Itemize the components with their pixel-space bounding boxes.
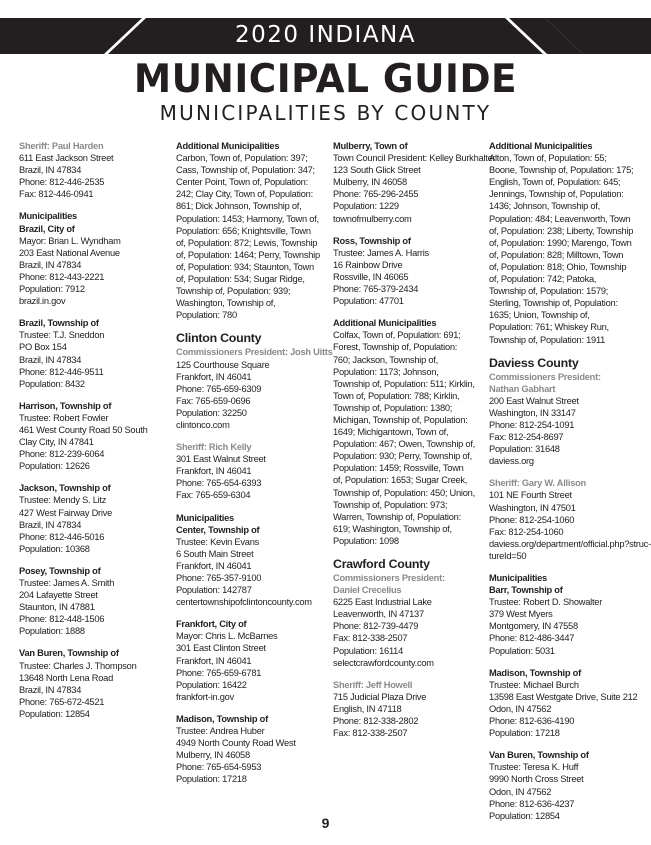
sheriff-block: [19, 140, 159, 200]
text-line: 427 West Fairway Drive: [19, 507, 113, 518]
text-line: Phone: 812-448-1506: [19, 614, 105, 625]
municipality-entry: [19, 317, 159, 390]
text-line: Phone: 812-636-4190: [489, 716, 575, 727]
additional-municipalities: [489, 140, 635, 346]
section-header: Municipalities: [19, 211, 77, 222]
additional-list: Alton, Town of, Population: 55; Boone, Township of, Population: 175; English, Town of, Population: 645; Jennings, Township of, Population: 1436; Johnson, Township of, Population: 484; Leavenworth, Town of, Population: 238; Liberty, Township of, Population: 1990; Marengo, Town of, Population: 828; Milltown, Town of, Population: 818; Ohio, Township of, Population: 742; Patoka, Township of, Population: 1579; Sterling, Township of, Population: 1635; Union, Township of, Population: 761; Whiskey Run, Township of, Population: 1911: [489, 153, 634, 345]
municipality-name: Brazil, City of: [19, 223, 75, 234]
commissioners-president: Commissioners President:: [489, 371, 601, 382]
text-line: Frankfort, IN 46041: [176, 466, 252, 477]
commissioners-president: Commissioners President: Josh Uitts: [176, 347, 333, 358]
municipality-name: Madison, Township of: [176, 713, 268, 724]
text-line: 611 East Jackson Street: [19, 153, 114, 164]
text-line: Phone: 812-239-6064: [19, 449, 105, 460]
text-line: Odon, IN 47562: [489, 703, 552, 714]
text-line: Population: 12626: [19, 461, 90, 472]
banner-text: 2020 INDIANA: [235, 22, 416, 48]
text-line: Trustee: Andrea Huber: [176, 726, 265, 737]
county-block: [176, 331, 333, 431]
text-line: Fax: 812-254-8697: [489, 432, 564, 443]
municipality-entry: [176, 618, 320, 703]
text-line: Fax: 812-254-1060: [489, 526, 564, 537]
text-line: Population: 12854: [19, 708, 90, 719]
text-line: Population: 32250: [176, 407, 247, 418]
municipality-name: Brazil, Township of: [19, 318, 99, 329]
text-line: Fax: 765-659-6304: [176, 490, 251, 501]
text-line: Population: 16114: [333, 645, 404, 656]
section-header: Additional Municipalities: [333, 318, 437, 329]
text-line: Rossville, IN 46065: [333, 271, 409, 282]
text-line: 101 NE Fourth Street: [489, 490, 572, 501]
text-line: Phone: 765-357-9100: [176, 573, 262, 583]
county-name: Crawford County: [333, 557, 430, 571]
header-banner: [0, 18, 651, 54]
municipality-name: Frankfort, City of: [176, 619, 247, 630]
municipality-entry: [489, 667, 638, 740]
municipality-name: Barr, Township of: [489, 585, 563, 596]
text-line: 6 South Main Street: [176, 548, 254, 559]
text-line: 715 Judicial Plaza Drive: [333, 691, 427, 702]
text-line: Clay City, IN 47841: [19, 437, 94, 448]
additional-municipalities: [333, 317, 475, 547]
text-line: Phone: 812-486-3447: [489, 633, 575, 644]
text-line: Phone: 765-296-2455: [333, 189, 419, 200]
text-line: Brazil, IN 47834: [19, 165, 82, 176]
sheriff-label: Sheriff: Jeff Howell: [333, 679, 413, 690]
text-line: 204 Lafayette Street: [19, 590, 98, 601]
text-line: 200 East Walnut Street: [489, 395, 579, 406]
text-line: Phone: 812-443-2221: [19, 271, 105, 282]
municipality-entry: [176, 512, 320, 609]
column-1: [19, 140, 159, 730]
commissioners-president-name: Daniel Crecelius: [333, 585, 402, 596]
municipality-name: Van Buren, Township of: [489, 750, 589, 761]
text-line: Population: 5031: [489, 645, 555, 656]
text-line: Staunton, IN 47881: [19, 602, 95, 613]
sheriff-block: [489, 477, 651, 562]
municipality-entry: [333, 140, 496, 225]
text-line: Trustee: Charles J. Thompson: [19, 660, 137, 671]
text-line: PO Box 154: [19, 342, 67, 353]
text-line: 461 West County Road 50 South: [19, 424, 148, 435]
text-line: Trustee: T.J. Sneddon: [19, 330, 105, 341]
text-line: Fax: 812-446-0941: [19, 189, 94, 200]
text-line: 123 South Glick Street: [333, 165, 421, 176]
section-header: Municipalities: [489, 573, 547, 583]
column-2: [176, 140, 333, 796]
text-line: Phone: 812-636-4237: [489, 798, 575, 809]
text-line: Population: 17218: [489, 728, 560, 739]
text-line: English, IN 47118: [333, 703, 402, 714]
page-number: 9: [321, 815, 330, 831]
text-line: Frankfort, IN 46041: [176, 560, 252, 571]
text-line: Brazil, IN 47834: [19, 259, 82, 270]
commissioners-president: Commissioners President:: [333, 573, 445, 583]
website-link[interactable]: centertownshipofclintoncounty.com: [176, 597, 312, 608]
text-line: Trustee: Michael Burch: [489, 679, 579, 690]
text-line: Trustee: James A. Harris: [333, 247, 429, 258]
sheriff-label: Sheriff: Rich Kelly: [176, 442, 252, 453]
text-line: Population: 31648: [489, 444, 560, 455]
municipality-entry: [19, 482, 159, 555]
text-line: Trustee: Robert Fowler: [19, 412, 109, 423]
municipality-name: Van Buren, Township of: [19, 648, 119, 659]
municipality-name: Ross, Township of: [333, 235, 411, 246]
text-line: Population: 142787: [176, 585, 252, 596]
county-block: [333, 557, 475, 669]
text-line: Fax: 765-659-0696: [176, 395, 251, 406]
website-link[interactable]: daviess.org/department/official.php?struc-: [489, 538, 651, 549]
municipality-name: Jackson, Township of: [19, 483, 111, 494]
text-line: 4949 North County Road West: [176, 738, 296, 749]
text-line: Frankfort, IN 46041: [176, 371, 252, 382]
county-block: [489, 356, 635, 468]
text-line: Washington, IN 33147: [489, 407, 576, 418]
text-line: Population: 8432: [19, 378, 85, 389]
text-line: Trustee: James A. Smith: [19, 578, 115, 588]
municipality-entry: [19, 565, 159, 638]
text-line: Population: 47701: [333, 296, 404, 307]
text-line: Phone: 765-659-6309: [176, 383, 262, 394]
text-line: Trustee: Mendy S. Litz: [19, 495, 107, 506]
text-line: Washington, IN 47501: [489, 502, 576, 513]
text-line: Odon, IN 47562: [489, 786, 552, 797]
website-link[interactable]: clintonco.com: [176, 419, 230, 430]
text-line: Phone: 812-739-4479: [333, 621, 419, 632]
municipality-entry: [19, 647, 159, 720]
sheriff-block: [333, 679, 475, 739]
text-line: Mulberry, IN 46058: [333, 177, 407, 188]
text-line: 9990 North Cross Street: [489, 774, 584, 785]
sheriff-label: Sheriff: Gary W. Allison: [489, 478, 586, 489]
municipality-entry: [333, 235, 475, 308]
text-line: Fax: 812-338-2507: [333, 633, 408, 644]
text-line: Frankfort, IN 46041: [176, 655, 252, 666]
county-name: Daviess County: [489, 355, 579, 370]
text-line: Trustee: Robert D. Showalter: [489, 597, 603, 608]
text-line: Population: 10368: [19, 543, 90, 554]
text-line: Town Council President: Kelley Burkhalter: [333, 153, 496, 164]
municipality-name: Posey, Township of: [19, 565, 101, 576]
website-link[interactable]: daviess.org: [489, 456, 534, 467]
text-line: Phone: 765-672-4521: [19, 696, 105, 707]
page-title: MUNICIPAL GUIDE: [133, 57, 518, 102]
text-line: 125 Courthouse Square: [176, 359, 270, 370]
section-header: Municipalities: [176, 512, 234, 523]
text-line: Phone: 812-446-9511: [19, 366, 104, 377]
municipality-entry: [176, 713, 320, 786]
text-line: Phone: 765-654-6393: [176, 478, 262, 489]
text-line: Phone: 812-446-5016: [19, 531, 105, 542]
commissioners-president-name: Nathan Gabhart: [489, 383, 556, 394]
municipality-entry: [19, 210, 159, 307]
text-line: Population: 12854: [489, 810, 560, 821]
text-line: Population: 16422: [176, 679, 247, 690]
text-line: 301 East Walnut Street: [176, 454, 266, 465]
text-line: Trustee: Teresa K. Huff: [489, 762, 579, 773]
website-link[interactable]: frankfort-in.gov: [176, 691, 235, 702]
text-line: Mayor: Chris L. McBarnes: [176, 631, 278, 642]
text-line: Fax: 812-338-2507: [333, 728, 408, 739]
county-name: Clinton County: [176, 331, 262, 346]
municipality-entry: [489, 749, 635, 822]
text-line: Mayor: Brian L. Wyndham: [19, 235, 121, 246]
sheriff-block: [176, 441, 320, 501]
section-header: Additional Municipalities: [176, 141, 280, 151]
municipality-entry: [489, 572, 635, 657]
text-line: Brazil, IN 47834: [19, 684, 82, 695]
text-line: Population: 17218: [176, 774, 247, 785]
municipality-name: Center, Township of: [176, 524, 260, 535]
text-line: 6225 East Industrial Lake: [333, 597, 432, 608]
website-link[interactable]: brazil.in.gov: [19, 296, 66, 307]
text-line: 203 East National Avenue: [19, 247, 120, 258]
page-subtitle: MUNICIPALITIES BY COUNTY: [159, 101, 492, 125]
municipality-entry: [19, 400, 159, 473]
column-3: [333, 140, 496, 749]
column-4: [489, 140, 651, 832]
sheriff-label: Sheriff: Paul Harden: [19, 141, 104, 151]
text-line: Montgomery, IN 47558: [489, 621, 578, 632]
text-line: Mulberry, IN 46058: [176, 750, 250, 761]
website-link-cont[interactable]: tureId=50: [489, 550, 527, 561]
text-line: Population: 1888: [19, 626, 85, 637]
text-line: 301 East Clinton Street: [176, 643, 266, 654]
text-line: Phone: 812-446-2535: [19, 177, 105, 188]
text-line: Phone: 812-338-2802: [333, 716, 419, 727]
text-line: Brazil, IN 47834: [19, 519, 82, 530]
text-line: Phone: 812-254-1091: [489, 419, 575, 430]
text-line: Phone: 765-659-6781: [176, 667, 262, 678]
municipality-name: Madison, Township of: [489, 667, 581, 678]
text-line: Population: 1229: [333, 201, 399, 212]
municipality-name: Mulberry, Town of: [333, 141, 408, 151]
additional-list: Colfax, Town of, Population: 691; Forest, Township of, Population: 760; Jackson, Township of, Population: 1173; Johnson, Township of, Population: 511; Kirklin, Town of, Population: 788; Kirklin, Township of, Population: 1380; Michigan, Township of, Population: 1649; Michigantown, Town of, Population: 467; Owen, Township of, Population: 930; Perry, Township of, Population: 1459; Rossville, Town of, Population: 1653; Sugar Creek, Township of, Population: 450; Union, Township of, Population: 973; Warren, Township of, Population: 619; Washington, Township of, Population: 1098: [333, 330, 475, 546]
text-line: Leavenworth, IN 47137: [333, 609, 424, 620]
text-line: 379 West Myers: [489, 609, 553, 620]
text-line: 13648 North Lena Road: [19, 672, 113, 683]
additional-list: Carbon, Town of, Population: 397; Cass, Township of, Population: 347; Center Point, Town of, Population: 242; Clay City, Town of, Population: 861; Dick Johnson, Township of, Population: 1453; Harmony, Town of, Population: 656; Knightsville, Town of, Population: 872; Lewis, Township of, Population: 1464; Perry, Township of, Population: 934; Staunton, Town of, Population: 534; Sugar Ridge, Township of, Population: 939; Washington, Township of, Population: 780: [176, 153, 320, 321]
text-line: Population: 7912: [19, 284, 85, 295]
website-link[interactable]: townofmulberry.com: [333, 213, 412, 224]
additional-municipalities: [176, 140, 320, 321]
text-line: Phone: 812-254-1060: [489, 514, 575, 525]
text-line: Brazil, IN 47834: [19, 354, 82, 365]
text-line: Phone: 765-379-2434: [333, 284, 419, 295]
text-line: 16 Rainbow Drive: [333, 259, 403, 270]
municipality-name: Harrison, Township of: [19, 400, 112, 411]
section-header: Additional Municipalities: [489, 141, 593, 151]
text-line: Trustee: Kevin Evans: [176, 536, 260, 547]
website-link[interactable]: selectcrawfordcounty.com: [333, 657, 434, 668]
text-line: 13598 East Westgate Drive, Suite 212: [489, 691, 638, 702]
text-line: Phone: 765-654-5953: [176, 762, 262, 773]
